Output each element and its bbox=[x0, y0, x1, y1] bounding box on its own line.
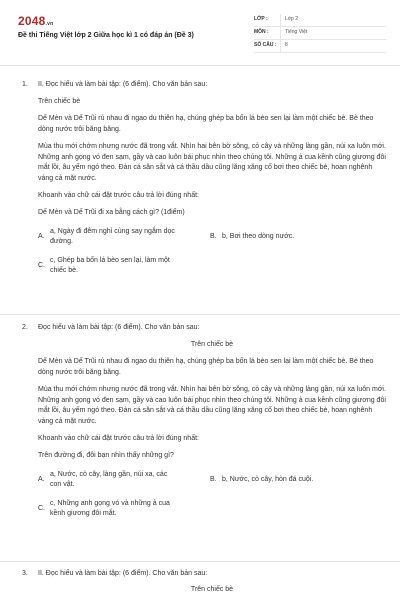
answer-options bbox=[38, 227, 386, 277]
question-number: 1. bbox=[22, 81, 28, 88]
passage-title: Trên chiếc bè bbox=[38, 98, 81, 106]
question-body bbox=[38, 569, 386, 595]
passage-paragraph: Dế Mèn và Dế Trũi rủ nhau đi ngao du thiên hạ, chúng ghép ba bốn lá bèo sen lại làm một chiếc bè. Bè theo dòng nước trôi băng băng. bbox=[38, 115, 374, 133]
question-body bbox=[38, 323, 386, 520]
answer-option-a[interactable] bbox=[38, 470, 210, 491]
question-body bbox=[38, 80, 386, 277]
passage-paragraph: Mùa thu mới chớm nhưng nước đã trong vắt. Nhìn hai bên bờ sông, cỏ cây và những làng gần, núi xa luôn mới. Những anh gọng vó đen sạm, gầy và cao luôn bái phục nhìn theo chúng tôi. Những ả cua kềnh cũng giương đôi mắt lồi, âu yếm ngó theo. Đàn cá săn sắt và cá thầu dầu cũng lăng xăng cố bơi theo chiếc bè, hoan nghênh váng cả mặt nước. bbox=[38, 143, 386, 182]
option-letter: B. bbox=[210, 232, 217, 240]
option-text: a, Nước, cỏ cây, làng gần, núi xa, các con vật. bbox=[50, 470, 168, 489]
answer-option-a[interactable] bbox=[38, 227, 210, 248]
meta-label: LỚP : bbox=[254, 16, 268, 23]
answer-option-b[interactable] bbox=[210, 227, 390, 248]
question-prompt: Khoanh vào chữ cái đặt trước câu trả lời đúng nhất: bbox=[38, 192, 199, 200]
meta-label: SỐ CÂU : bbox=[254, 42, 277, 49]
option-text: b, Nước, cỏ cây, hòn đá cuội. bbox=[222, 475, 314, 483]
document-title: Đề thi Tiếng Việt lớp 2 Giữa học kì 1 có đáp án (Đề 3) bbox=[18, 32, 194, 39]
option-letter: B. bbox=[210, 475, 217, 483]
question-number: 3. bbox=[22, 570, 28, 577]
question-heading: II. Đọc hiểu và làm bài tập: (6 điểm). Cho văn bản sau: bbox=[38, 570, 208, 577]
option-text: c, Ghép ba bốn lá bèo sen lại, làm một chiếc bè. bbox=[50, 256, 170, 275]
answer-option-c[interactable] bbox=[38, 499, 210, 520]
logo-main: 2048 bbox=[18, 14, 46, 28]
question-number: 2. bbox=[22, 324, 28, 331]
option-text: c, Những anh gọng vó và những ả cua kềnh giương đôi mắt. bbox=[50, 499, 170, 518]
question-divider bbox=[0, 314, 400, 315]
site-logo[interactable] bbox=[18, 13, 53, 30]
passage-title: Trên chiếc bè bbox=[190, 341, 234, 349]
meta-row-subject bbox=[254, 27, 386, 40]
passage-paragraph: Mùa thu mới chớm nhưng nước đã trong vắt. Nhìn hai bên bờ sông, cỏ cây và những làng gần, núi xa luôn mới. Những anh gọng vó đen sạm, gầy và cao luôn bái phục nhìn theo chúng tôi. Những ả cua kềnh cũng giương đôi mắt lồi, âu yếm ngó theo. Đàn cá săn sắt và cá thầu dầu cũng lăng xăng cố bơi theo chiếc bè, hoan nghênh váng cả mặt nước. bbox=[38, 386, 386, 425]
meta-value: 8 bbox=[280, 40, 288, 52]
option-letter: A. bbox=[38, 232, 45, 240]
option-text: a, Ngày đi đêm nghỉ cùng say ngắm dọc đường. bbox=[50, 227, 175, 246]
meta-value: Tiếng Việt bbox=[280, 27, 307, 39]
option-text: b, Bơi theo dòng nước. bbox=[222, 232, 295, 240]
passage-paragraph: Dế Mèn và Dế Trũi rủ nhau đi ngao du thiên hạ, chúng ghép ba bốn lá bèo sen lại làm một chiếc bè. Bè theo dòng nước trôi băng băng. bbox=[38, 358, 374, 376]
question-prompt: Khoanh vào chữ cái đặt trước câu trả lời đúng nhất: bbox=[38, 435, 199, 443]
sub-question: Trên đường đi, đôi bạn nhìn thấy những gì? bbox=[38, 452, 174, 460]
answer-option-c[interactable] bbox=[38, 256, 210, 277]
option-letter: C. bbox=[38, 261, 45, 269]
logo-suffix: .vn bbox=[45, 21, 54, 27]
meta-label: MÔN : bbox=[254, 29, 269, 36]
option-letter: C. bbox=[38, 504, 45, 512]
document-header bbox=[0, 0, 400, 66]
question-heading: Đọc hiểu và làm bài tập: (6 điểm). Cho văn bản sau: bbox=[38, 324, 200, 331]
answer-option-b[interactable] bbox=[210, 470, 390, 491]
passage-title: Trên chiếc bè bbox=[190, 586, 234, 594]
question-2 bbox=[22, 323, 386, 520]
meta-value: Lớp 2 bbox=[280, 14, 298, 26]
answer-options bbox=[38, 470, 386, 520]
question-divider bbox=[0, 561, 400, 562]
question-heading: II. Đọc hiểu và làm bài tập: (6 điểm). Cho văn bản sau: bbox=[38, 81, 208, 88]
meta-table bbox=[254, 14, 386, 53]
question-3 bbox=[22, 569, 386, 595]
option-letter: A. bbox=[38, 475, 45, 483]
sub-question: Dế Mèn và Dế Trũi đi xa bằng cách gì? (1điểm) bbox=[38, 209, 185, 217]
meta-row-count bbox=[254, 40, 386, 53]
question-1 bbox=[22, 80, 386, 277]
meta-row-grade bbox=[254, 14, 386, 27]
